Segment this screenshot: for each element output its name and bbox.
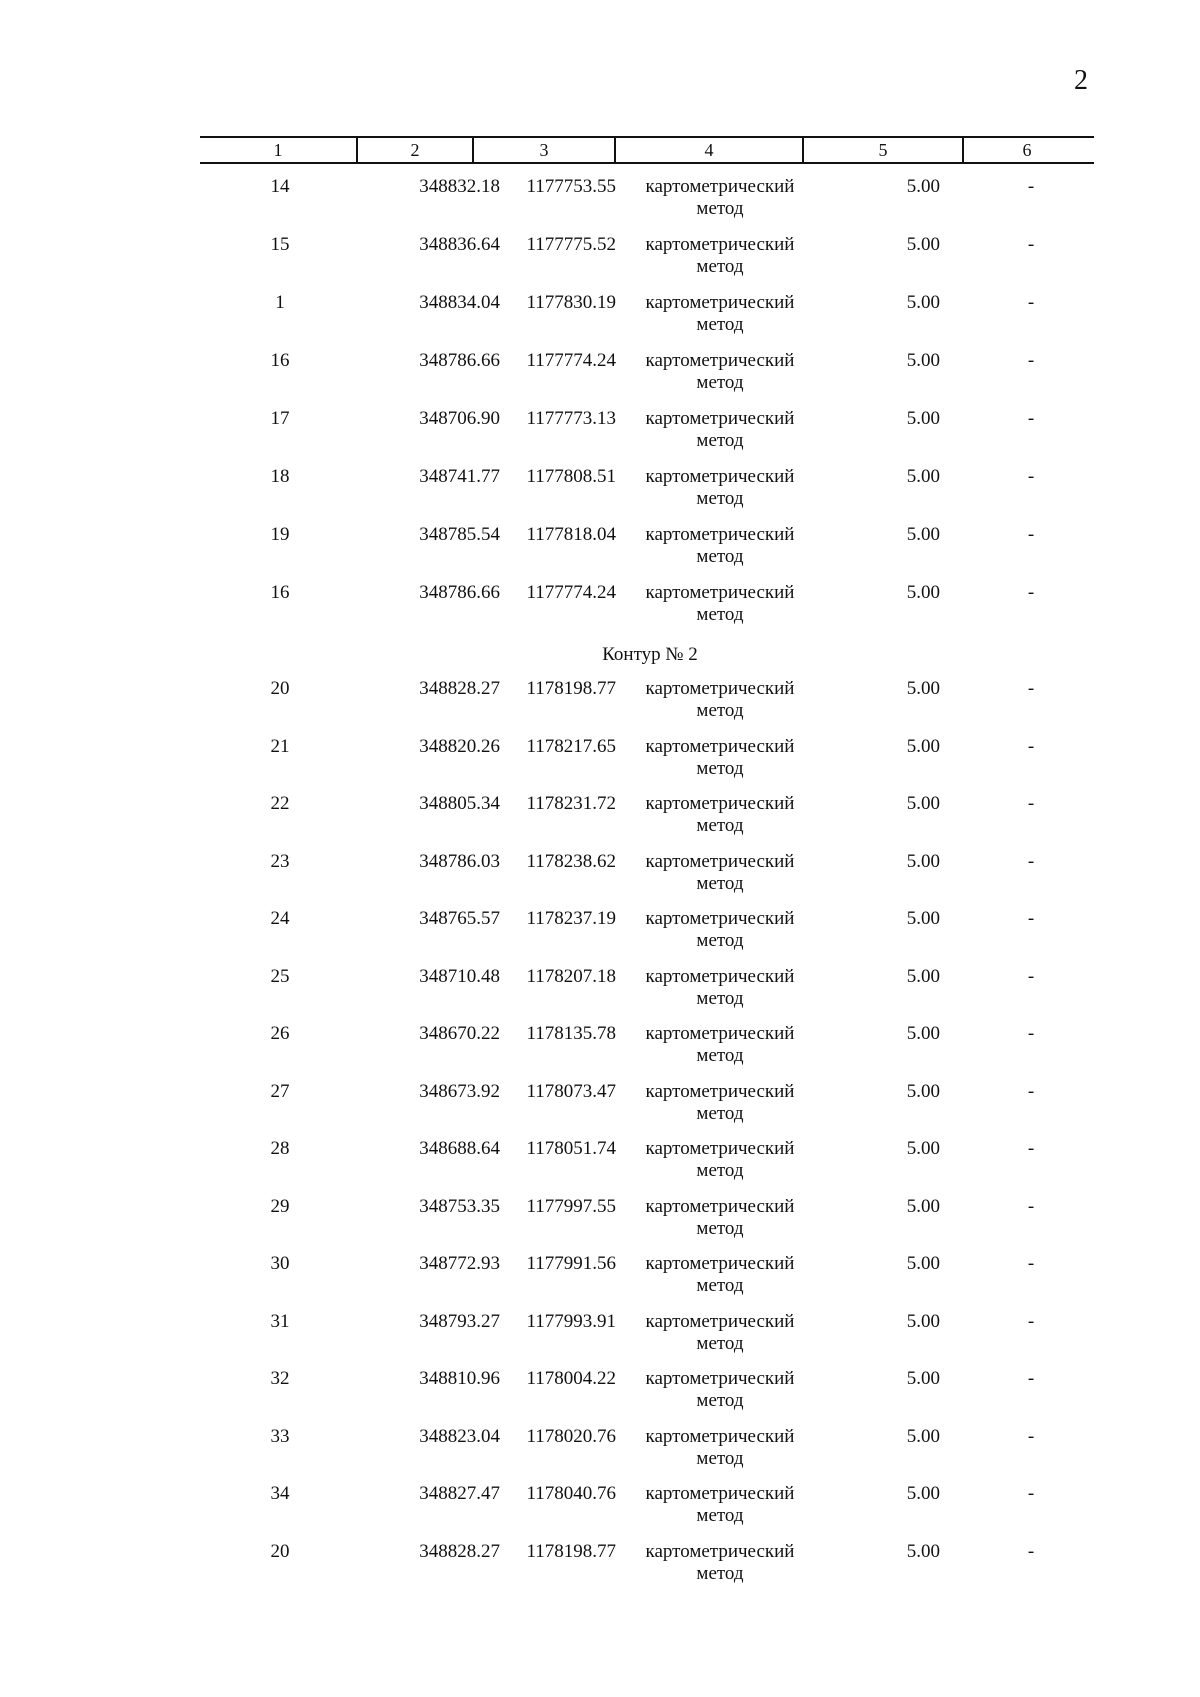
method-line-1: картометрический [645,1310,795,1332]
coordinate-x: 348827.47 [419,1483,500,1504]
method-line-1: картометрический [645,408,795,429]
point-number: 24 [270,908,290,929]
point-number: 26 [270,1023,290,1044]
method-line-2: метод [696,1217,744,1239]
method [620,793,820,837]
description: - [1027,350,1035,371]
coordinate-x: 348673.92 [419,1080,500,1102]
method-line-2: метод [696,604,744,625]
point-number: 32 [270,1368,290,1389]
accuracy: 5.00 [906,1023,940,1044]
description: - [1027,1310,1035,1332]
coordinate-x: 348786.66 [419,350,500,371]
description: - [1027,793,1035,814]
description: - [1027,1425,1035,1447]
table-row [0,234,1200,292]
description: - [1027,735,1035,757]
point-number: 15 [270,234,290,255]
method [620,1311,820,1355]
method-line-1: картометрический [645,1138,795,1159]
table-row [0,466,1200,524]
point-number: 20 [270,1540,290,1562]
table-row [0,1483,1200,1541]
coordinate-y: 1178073.47 [526,1080,616,1102]
description: - [1027,466,1035,487]
point-number: 27 [270,1080,290,1102]
point-number: 28 [270,1138,290,1159]
table-header [200,136,1094,164]
description: - [1027,965,1035,987]
column-header-2: 2 [410,140,420,160]
coordinate-x: 348832.18 [419,176,500,197]
method [620,1138,820,1182]
coordinate-x: 348670.22 [419,1023,500,1044]
method [620,1368,820,1412]
accuracy: 5.00 [906,678,940,699]
page-number: 2 [1074,65,1088,96]
method [620,350,820,394]
table-row [0,1023,1200,1081]
method-line-1: картометрический [645,1023,795,1044]
method-line-2: метод [696,198,744,219]
description: - [1027,1253,1035,1274]
method-line-1: картометрический [645,1080,795,1102]
accuracy: 5.00 [906,965,940,987]
coordinate-x: 348688.64 [419,1138,500,1159]
description: - [1027,1138,1035,1159]
accuracy: 5.00 [906,908,940,929]
coordinate-y: 1177997.55 [526,1195,616,1217]
method-line-1: картометрический [645,678,795,699]
method-line-2: метод [696,930,744,951]
method [620,678,820,722]
method [620,1483,820,1527]
method-line-1: картометрический [645,1368,795,1389]
coordinate-x: 348706.90 [419,408,500,429]
method [620,966,820,1010]
method-line-1: картометрический [645,908,795,929]
description: - [1027,1023,1035,1044]
table-row [0,524,1200,582]
accuracy: 5.00 [906,735,940,757]
coordinate-y: 1177753.55 [526,176,616,197]
method [620,736,820,780]
method-line-1: картометрический [645,735,795,757]
coordinate-x: 348710.48 [419,965,500,987]
point-number: 33 [270,1425,290,1447]
method [620,524,820,568]
column-header-4: 4 [704,140,714,160]
accuracy: 5.00 [906,1483,940,1504]
method-line-1: картометрический [645,582,795,603]
coordinate-x: 348753.35 [419,1195,500,1217]
coordinate-y: 1178231.72 [526,793,616,814]
method-line-1: картометрический [645,793,795,814]
table-row [0,408,1200,466]
coordinate-x: 348772.93 [419,1253,500,1274]
method [620,1426,820,1470]
description: - [1027,234,1035,255]
coordinate-y: 1178217.65 [526,735,616,757]
method-line-2: метод [696,987,744,1009]
table-row [0,908,1200,966]
method-line-2: метод [696,546,744,567]
point-number: 20 [270,678,290,699]
coordinate-y: 1177830.19 [526,292,616,313]
method [620,1081,820,1125]
accuracy: 5.00 [906,408,940,429]
method-line-1: картометрический [645,466,795,487]
method [620,851,820,895]
accuracy: 5.00 [906,1368,940,1389]
method-line-2: метод [696,430,744,451]
coordinate-y: 1178040.76 [526,1483,616,1504]
method [620,466,820,510]
method-line-2: метод [696,872,744,894]
coordinate-y: 1178135.78 [526,1023,616,1044]
column-header-6: 6 [1022,140,1032,160]
accuracy: 5.00 [906,1080,940,1102]
method-line-2: метод [696,256,744,277]
accuracy: 5.00 [906,850,940,872]
coordinate-x: 348786.66 [419,582,500,603]
coordinate-x: 348805.34 [419,793,500,814]
accuracy: 5.00 [906,524,940,545]
description: - [1027,1540,1035,1562]
description: - [1027,1195,1035,1217]
point-number: 29 [270,1195,290,1217]
method [620,234,820,278]
coordinate-x: 348765.57 [419,908,500,929]
description: - [1027,850,1035,872]
point-number: 31 [270,1310,290,1332]
point-number: 14 [270,176,290,197]
coordinate-y: 1178051.74 [526,1138,616,1159]
method [620,176,820,220]
method-line-1: картометрический [645,1540,795,1562]
coordinate-y: 1177774.24 [526,350,616,371]
coordinate-y: 1178198.77 [526,1540,616,1562]
accuracy: 5.00 [906,1138,940,1159]
point-number: 19 [270,524,290,545]
coordinate-y: 1178237.19 [526,908,616,929]
method-line-2: метод [696,1505,744,1526]
coordinate-x: 348793.27 [419,1310,500,1332]
method [620,908,820,952]
method [620,1253,820,1297]
table-row [0,1138,1200,1196]
coordinate-y: 1177773.13 [526,408,616,429]
coordinate-x: 348836.64 [419,234,500,255]
point-number: 21 [270,735,290,757]
coordinate-y: 1178004.22 [526,1368,616,1389]
point-number: 30 [270,1253,290,1274]
table-row [0,966,1200,1024]
column-header-1: 1 [273,140,283,160]
accuracy: 5.00 [906,176,940,197]
point-number: 34 [270,1483,290,1504]
table-row [0,292,1200,350]
coordinate-y: 1178020.76 [526,1425,616,1447]
point-number: 23 [270,850,290,872]
table-row [0,1311,1200,1369]
method-line-1: картометрический [645,850,795,872]
coordinate-x: 348834.04 [419,292,500,313]
point-number: 17 [270,408,290,429]
coordinate-x: 348823.04 [419,1425,500,1447]
description: - [1027,524,1035,545]
table-row [0,350,1200,408]
coordinate-x: 348785.54 [419,524,500,545]
method-line-2: метод [696,1160,744,1181]
method-line-1: картометрический [645,234,795,255]
accuracy: 5.00 [906,1310,940,1332]
table-row [0,1253,1200,1311]
method-line-1: картометрический [645,524,795,545]
table-row [0,582,1200,640]
method-line-2: метод [696,757,744,779]
description: - [1027,582,1035,603]
method-line-2: метод [696,815,744,836]
method-line-1: картометрический [645,1195,795,1217]
method [620,1023,820,1067]
point-number: 16 [270,582,290,603]
accuracy: 5.00 [906,292,940,313]
table-row [0,1368,1200,1426]
method [620,1541,820,1585]
description: - [1027,908,1035,929]
accuracy: 5.00 [906,234,940,255]
column-header-3: 3 [539,140,549,160]
method-line-2: метод [696,372,744,393]
method-line-1: картометрический [645,1425,795,1447]
coordinate-y: 1177991.56 [526,1253,616,1274]
coordinate-y: 1177993.91 [526,1310,616,1332]
method-line-2: метод [696,1275,744,1296]
description: - [1027,1483,1035,1504]
coordinate-x: 348786.03 [419,850,500,872]
column-header-5: 5 [878,140,888,160]
point-number: 18 [270,466,290,487]
method [620,292,820,336]
method-line-2: метод [696,488,744,509]
coordinate-y: 1177774.24 [526,582,616,603]
table-row [0,851,1200,909]
table-row [0,176,1200,234]
table-row [0,736,1200,794]
accuracy: 5.00 [906,582,940,603]
accuracy: 5.00 [906,350,940,371]
coordinate-y: 1178198.77 [526,678,616,699]
table-row [0,1541,1200,1599]
description: - [1027,1080,1035,1102]
point-number: 16 [270,350,290,371]
coordinate-x: 348828.27 [419,678,500,699]
table-row [0,678,1200,736]
description: - [1027,176,1035,197]
coordinate-x: 348741.77 [419,466,500,487]
coordinate-x: 348828.27 [419,1540,500,1562]
description: - [1027,678,1035,699]
method-line-1: картометрический [645,176,795,197]
coordinate-y: 1178207.18 [526,965,616,987]
coordinate-x: 348810.96 [419,1368,500,1389]
description: - [1027,408,1035,429]
method [620,1196,820,1240]
accuracy: 5.00 [906,1195,940,1217]
table-row [0,1081,1200,1139]
description: - [1027,292,1035,313]
accuracy: 5.00 [906,1425,940,1447]
accuracy: 5.00 [906,1253,940,1274]
method-line-2: метод [696,700,744,721]
method-line-1: картометрический [645,965,795,987]
method-line-1: картометрический [645,1253,795,1274]
method-line-2: метод [696,1102,744,1124]
method-line-2: метод [696,314,744,335]
description: - [1027,1368,1035,1389]
accuracy: 5.00 [906,466,940,487]
contour-title: Контур № 2 [602,644,698,665]
coordinate-y: 1177808.51 [526,466,616,487]
table-row [0,793,1200,851]
coordinate-y: 1178238.62 [526,850,616,872]
table-row [0,1426,1200,1484]
table-row [0,1196,1200,1254]
coordinate-x: 348820.26 [419,735,500,757]
accuracy: 5.00 [906,1540,940,1562]
method-line-2: метод [696,1447,744,1469]
point-number: 25 [270,965,290,987]
coordinate-y: 1177818.04 [526,524,616,545]
method [620,408,820,452]
method-line-1: картометрический [645,350,795,371]
method-line-1: картометрический [645,1483,795,1504]
point-number: 22 [270,793,290,814]
coordinate-y: 1177775.52 [526,234,616,255]
method [620,582,820,626]
accuracy: 5.00 [906,793,940,814]
point-number: 1 [275,292,285,313]
method-line-2: метод [696,1332,744,1354]
method-line-2: метод [696,1045,744,1066]
method-line-2: метод [696,1390,744,1411]
method-line-1: картометрический [645,292,795,313]
method-line-2: метод [696,1562,744,1584]
